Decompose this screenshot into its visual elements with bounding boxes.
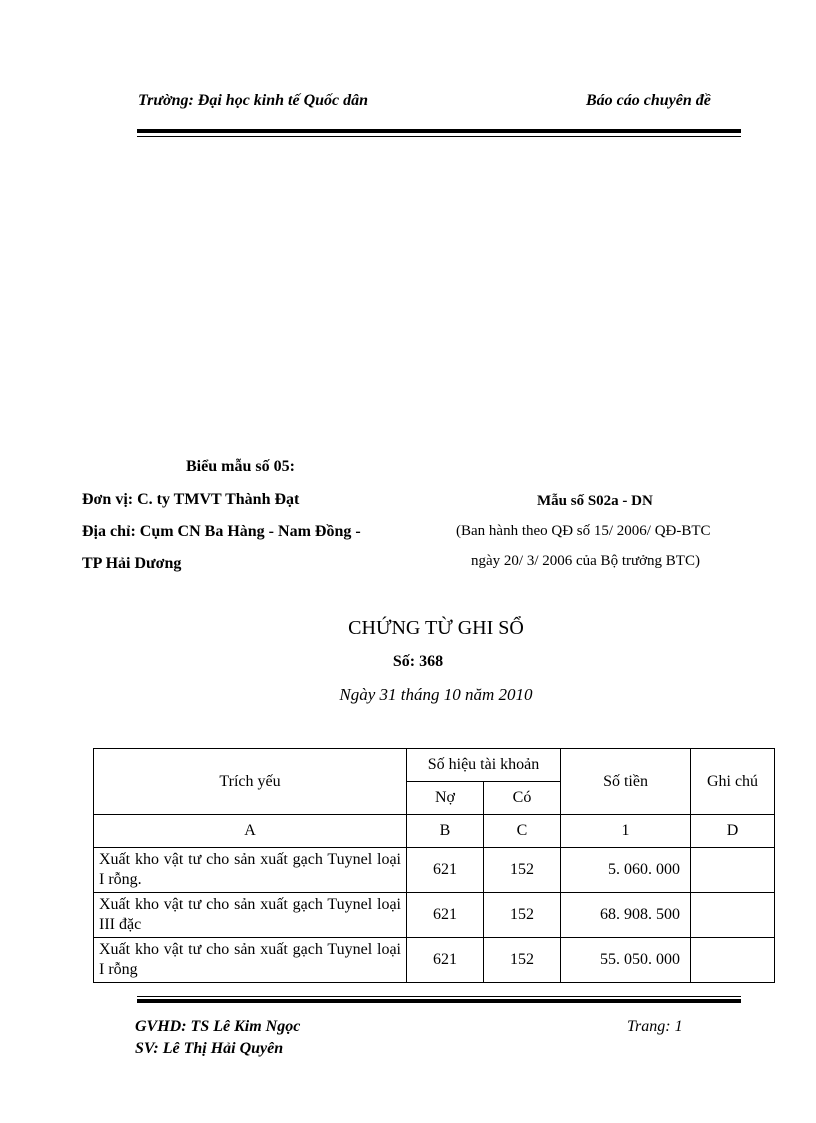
document-title: CHỨNG TỪ GHI SỔ xyxy=(348,617,524,639)
header-rule-thin xyxy=(137,136,741,137)
document-number: Số: 368 xyxy=(392,653,444,670)
row-amount: 55. 050. 000 xyxy=(561,938,691,983)
footer-rule-thick xyxy=(137,999,741,1003)
header-account-group: Số hiệu tài khoản xyxy=(407,749,561,782)
code-row xyxy=(94,815,775,848)
school-name: Trường: Đại học kinh tế Quốc dân xyxy=(138,92,369,109)
unit-name: Đơn vị: C. ty TMVT Thành Đạt xyxy=(82,491,300,508)
voucher-table xyxy=(93,748,775,983)
code-cell: C xyxy=(484,815,561,848)
row-summary: Xuất kho vật tư cho sản xuất gạch Tuynel loại I rỗng. xyxy=(94,848,407,893)
header-amount: Số tiền xyxy=(561,749,691,815)
row-debit: 621 xyxy=(407,893,484,938)
row-amount: 68. 908. 500 xyxy=(561,893,691,938)
row-credit: 152 xyxy=(484,893,561,938)
row-note xyxy=(691,938,775,983)
address-line-1: Địa chỉ: Cụm CN Ba Hàng - Nam Đồng - xyxy=(82,523,361,540)
header-summary: Trích yếu xyxy=(94,749,407,815)
row-note xyxy=(691,848,775,893)
form-number: Biểu mẫu số 05: xyxy=(186,458,295,475)
table-row xyxy=(94,893,775,938)
header-debit: Nợ xyxy=(407,782,484,815)
code-cell: 1 xyxy=(561,815,691,848)
supervisor-name: GVHD: TS Lê Kim Ngọc xyxy=(135,1018,301,1035)
row-credit: 152 xyxy=(484,848,561,893)
document-date: Ngày 31 tháng 10 năm 2010 xyxy=(339,685,533,704)
table-row xyxy=(94,938,775,983)
row-summary: Xuất kho vật tư cho sản xuất gạch Tuynel loại I rỗng xyxy=(94,938,407,983)
code-cell: B xyxy=(407,815,484,848)
code-cell: D xyxy=(691,815,775,848)
header-credit: Có xyxy=(484,782,561,815)
row-amount: 5. 060. 000 xyxy=(561,848,691,893)
student-name: SV: Lê Thị Hải Quyên xyxy=(135,1040,284,1057)
row-debit: 621 xyxy=(407,938,484,983)
header-rule-thick xyxy=(137,129,741,133)
issued-by-line-1: (Ban hành theo QĐ số 15/ 2006/ QĐ-BTC xyxy=(456,523,711,539)
footer-rule-thin xyxy=(137,996,741,997)
table-row xyxy=(94,848,775,893)
row-note xyxy=(691,893,775,938)
template-code: Mẫu số S02a - DN xyxy=(537,493,653,509)
row-summary: Xuất kho vật tư cho sản xuất gạch Tuynel loại III đặc xyxy=(94,893,407,938)
code-cell: A xyxy=(94,815,407,848)
row-credit: 152 xyxy=(484,938,561,983)
address-line-2: TP Hải Dương xyxy=(82,555,182,572)
page-number: Trang: 1 xyxy=(627,1018,683,1035)
report-type: Báo cáo chuyên đề xyxy=(586,92,711,109)
row-debit: 621 xyxy=(407,848,484,893)
header-note: Ghi chú xyxy=(691,749,775,815)
issued-by-line-2: ngày 20/ 3/ 2006 của Bộ trưởng BTC) xyxy=(471,553,700,569)
